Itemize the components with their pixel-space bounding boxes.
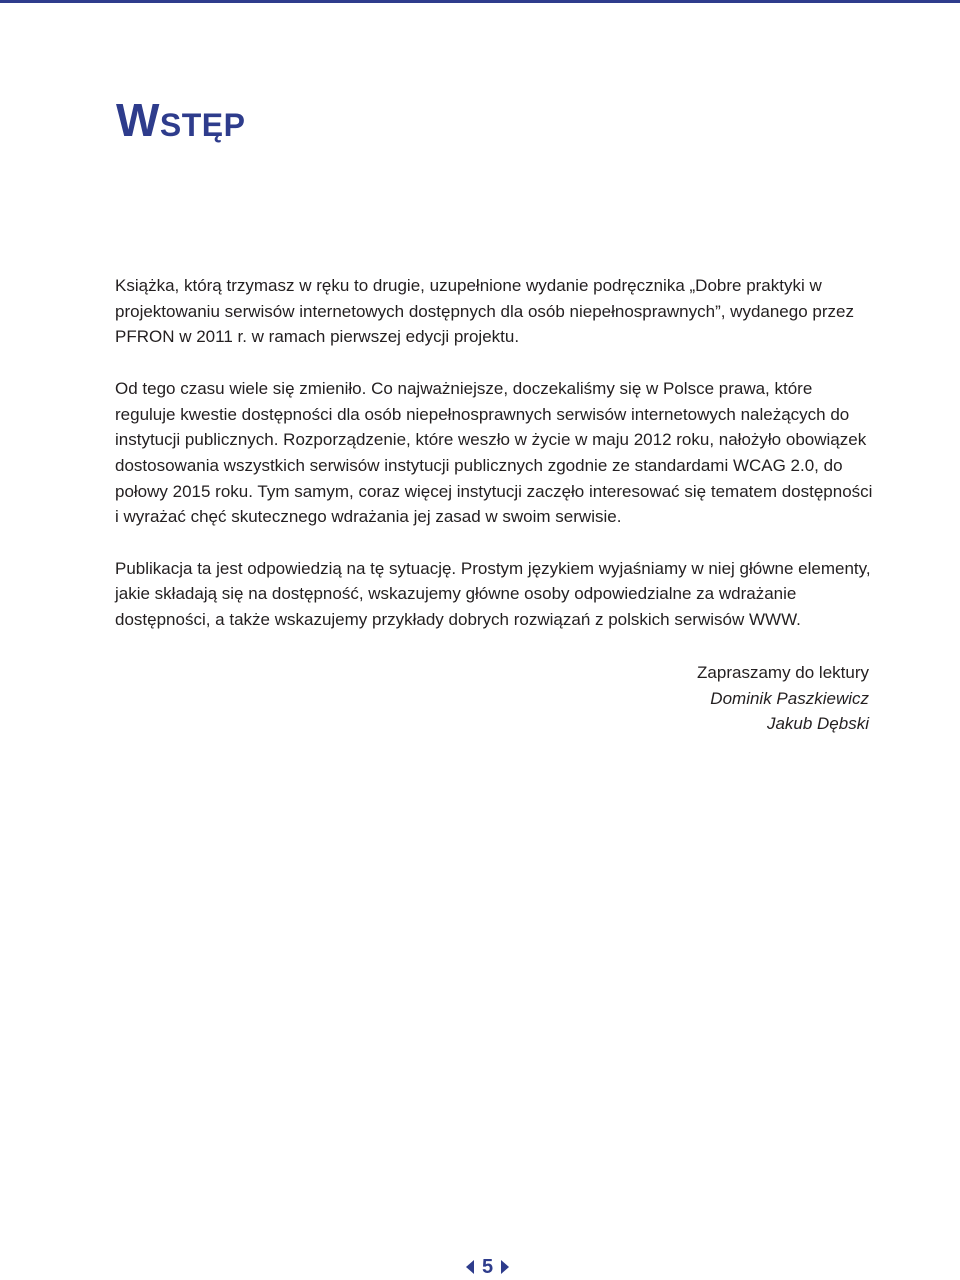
paragraph-changes: Od tego czasu wiele się zmieniło. Co najważniejsze, doczekaliśmy się w Polsce prawa, które reguluje kwestie dostępności dla osób niepełnosprawnych serwisów internetowych należących do instytucji publicznych. Rozporządzenie, które weszło w życie w maju 2012 roku, nałożyło obowiązek dostosowania wszystkich serwisów instytucji publicznych zgodnie ze standardami WCAG 2.0, do połowy 2015 roku. Tym samym, coraz więcej instytucji zaczęło interesować się tematem dostępności i wyrażać chęć skutecznego wdrażania jej zasad w swoim serwisie.: [115, 378, 873, 527]
invitation-text: Zapraszamy do lektury: [697, 663, 869, 682]
paragraph-intro: Książka, którą trzymasz w ręku to drugie, uzupełnione wydanie podręcznika „Dobre praktyki w projektowaniu serwisów internetowych dostępnych dla osób niepełnosprawnych”, wydanego przez PFRON w 2011 r. w ramach pierwszej edycji projektu.: [115, 276, 854, 347]
page-title: Wstęp: [116, 94, 246, 146]
triangle-left-icon[interactable]: [466, 1260, 474, 1274]
top-rule: [0, 0, 960, 3]
author-name: Dominik Paszkiewicz: [710, 688, 869, 708]
page-number: 5: [482, 1256, 494, 1278]
body-text: [115, 273, 875, 659]
triangle-right-icon[interactable]: [501, 1260, 509, 1274]
author-name: Jakub Dębski: [766, 714, 869, 734]
paragraph-publication: Publikacja ta jest odpowiedzią na tę sytuację. Prostym językiem wyjaśniamy w niej główne elementy, jakie składają się na dostępność, wskazujemy główne osoby odpowiedzialne za wdrażanie dostępności, a także wskazujemy przykłady dobrych rozwiązań z polskich serwisów WWW.: [115, 558, 871, 630]
signature-block: [697, 660, 869, 737]
page-navigation: [466, 1254, 509, 1280]
